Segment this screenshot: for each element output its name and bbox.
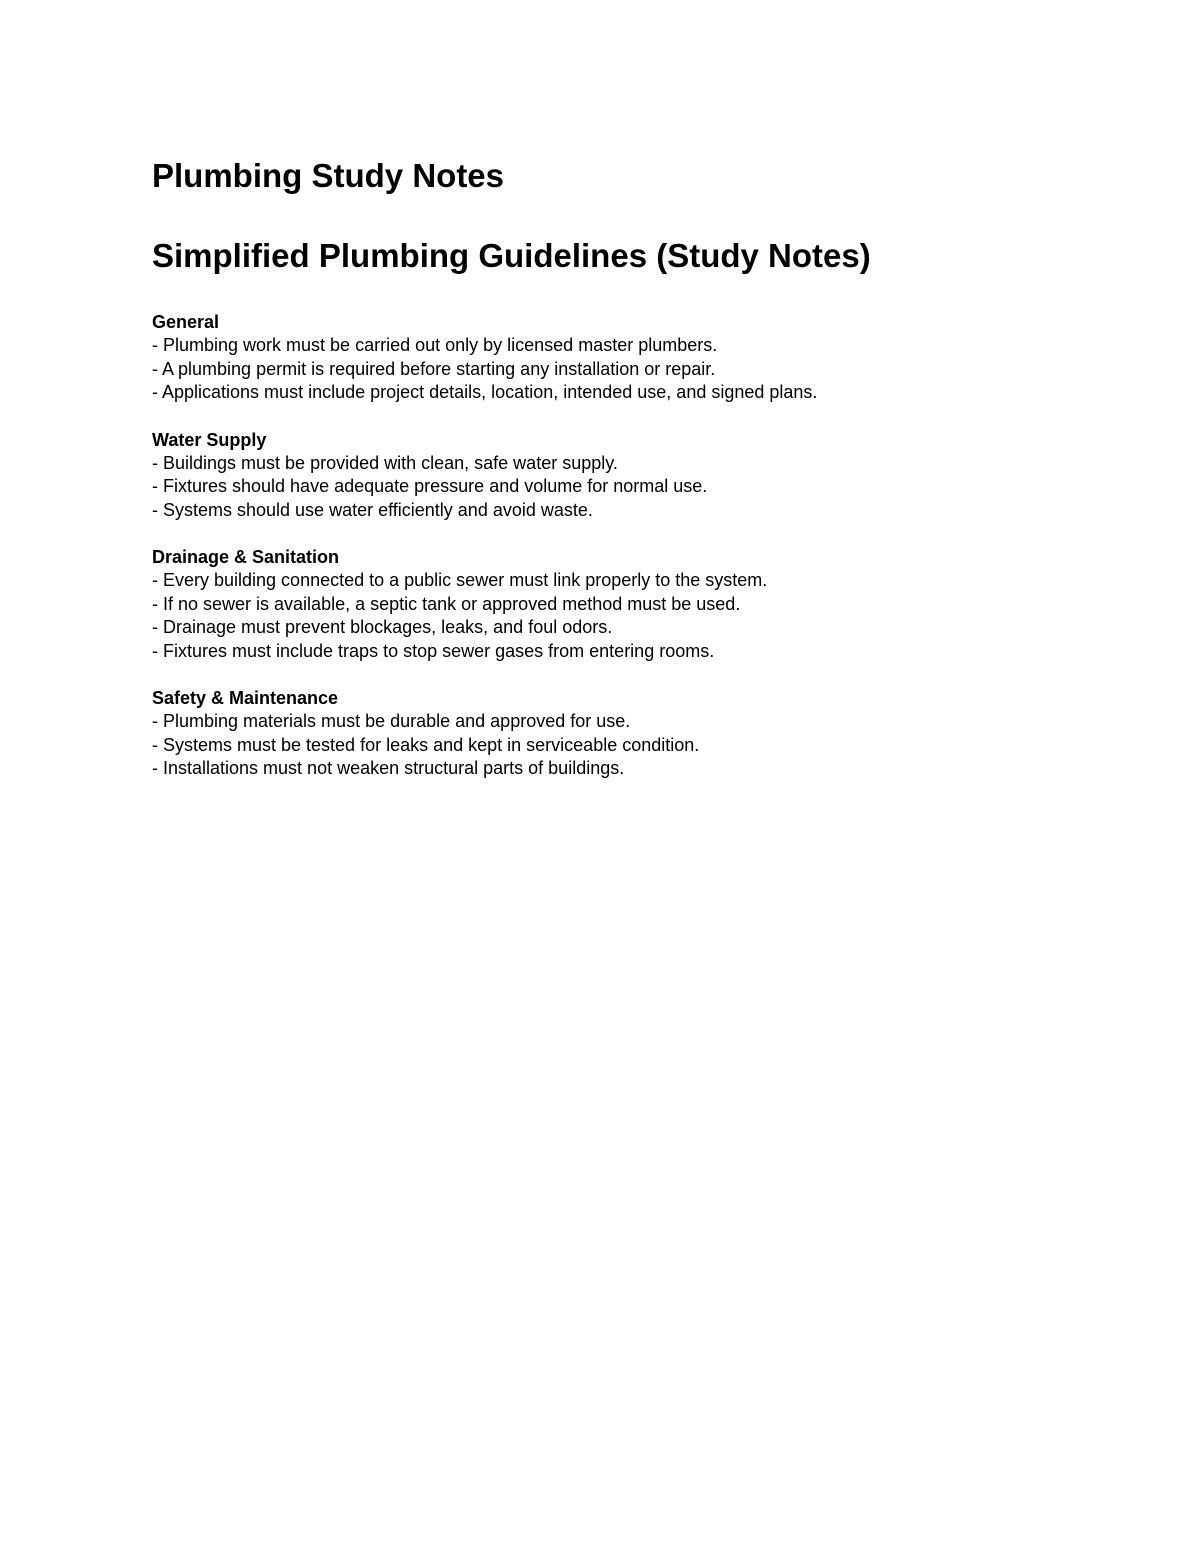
document-page: [152, 152, 1112, 804]
section-water-supply: [152, 428, 1112, 523]
document-title: Plumbing Study Notes: [152, 157, 505, 194]
section-general: [152, 310, 1112, 405]
list-item: - A plumbing permit is required before starting any installation or repair.: [152, 358, 716, 379]
section-heading: Drainage & Sanitation: [152, 547, 340, 567]
list-item: - Applications must include project details, location, intended use, and signed plans.: [152, 382, 818, 402]
section-heading: General: [152, 312, 220, 332]
list-item: - Plumbing work must be carried out only by licensed master plumbers.: [152, 335, 718, 355]
list-item: - Fixtures must include traps to stop sewer gases from entering rooms.: [152, 640, 715, 661]
list-item: - Buildings must be provided with clean, safe water supply.: [152, 452, 618, 473]
list-item: - Drainage must prevent blockages, leaks, and foul odors.: [152, 617, 613, 637]
list-item: - Fixtures should have adequate pressure and volume for normal use.: [152, 476, 708, 496]
list-item: - Every building connected to a public sewer must link properly to the system.: [152, 570, 768, 590]
list-item: - Systems should use water efficiently and avoid waste.: [152, 499, 593, 520]
list-item: - Plumbing materials must be durable and approved for use.: [152, 711, 631, 731]
sections-container: [152, 310, 1112, 781]
document-subtitle: Simplified Plumbing Guidelines (Study Notes): [152, 237, 871, 274]
section-safety-maintenance: [152, 686, 1112, 781]
section-heading: Water Supply: [152, 429, 267, 450]
list-item: - Installations must not weaken structural parts of buildings.: [152, 758, 625, 778]
list-item: - If no sewer is available, a septic tank or approved method must be used.: [152, 593, 741, 614]
list-item: - Systems must be tested for leaks and kept in serviceable condition.: [152, 734, 700, 755]
section-heading: Safety & Maintenance: [152, 688, 339, 708]
section-drainage-sanitation: [152, 545, 1112, 663]
